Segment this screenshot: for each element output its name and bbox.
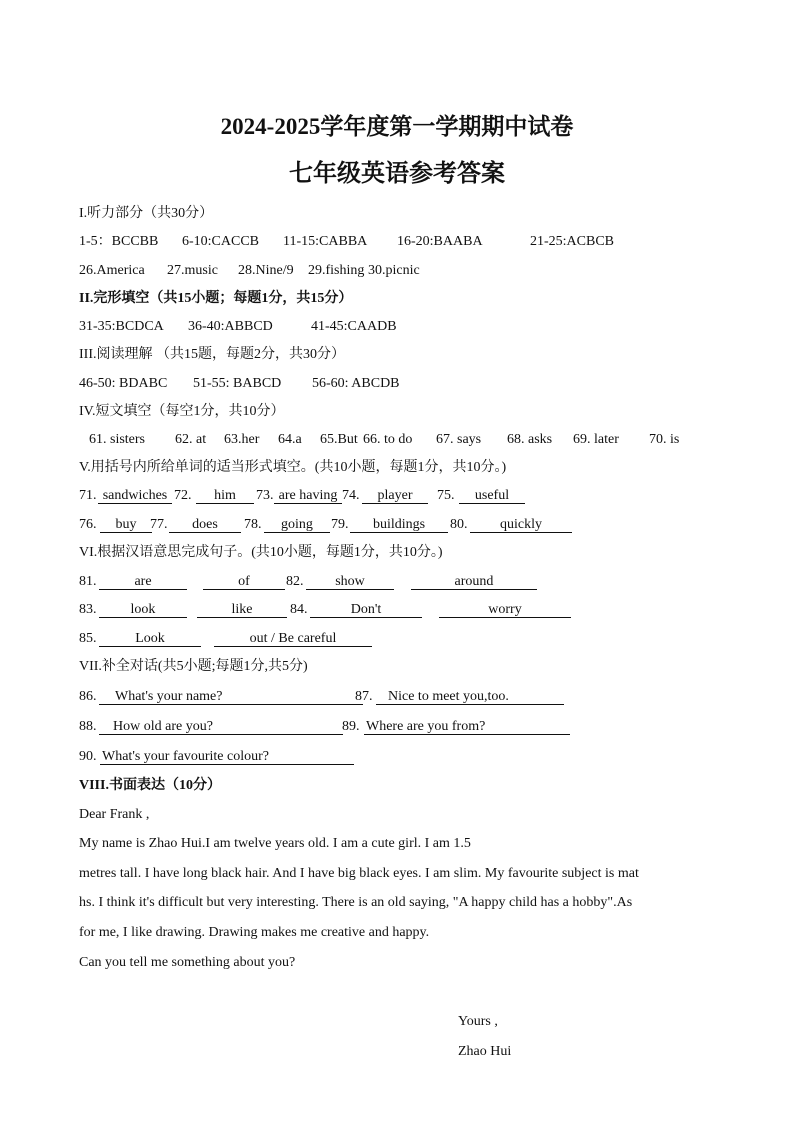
answer-item: 66. to do xyxy=(363,432,413,447)
page-title: 2024-2025学年度第一学期期中试卷 xyxy=(220,114,574,139)
answer-group: 36-40:ABBCD xyxy=(188,319,273,334)
answer-item: 29.fishing xyxy=(308,263,365,278)
answer-blank: useful xyxy=(459,488,525,504)
answer-group: 46-50: BDABC xyxy=(79,376,168,391)
answer-group: 6-10:CACCB xyxy=(182,234,260,249)
answer-number: 84. xyxy=(290,602,308,617)
letter-greeting: Dear Frank , xyxy=(79,807,150,822)
answer-item: 67. says xyxy=(436,432,482,447)
answer-group: 21-25:ACBCB xyxy=(530,234,615,249)
letter-signature: Zhao Hui xyxy=(458,1044,512,1059)
answer-number: 85. xyxy=(79,631,97,646)
answer-blank: look xyxy=(99,602,187,618)
answer-number: 90. xyxy=(79,749,97,764)
answer-blank: sandwiches xyxy=(98,488,172,504)
answer-blank: quickly xyxy=(470,517,572,533)
answer-number: 86. xyxy=(79,689,97,704)
answer-blank: worry xyxy=(439,602,571,618)
answer-blank: of xyxy=(203,574,285,590)
answer-item: 62. at xyxy=(175,432,207,447)
answer-group: 51-55: BABCD xyxy=(193,376,282,391)
answer-number: 71. xyxy=(79,488,97,503)
answer-number: 76. xyxy=(79,517,97,532)
section-5-heading: V.用括号内所给单词的适当形式填空。(共10小题，每题1分，共10分。) xyxy=(79,460,507,475)
answer-number: 77. xyxy=(150,517,168,532)
answer-number: 78. xyxy=(244,517,262,532)
section-8-heading: VIII.书面表达（10分） xyxy=(79,778,221,793)
section-2-heading: II.完形填空（共15小题；每题1分，共15分） xyxy=(79,291,353,306)
answer-blank: show xyxy=(306,574,394,590)
answer-number: 75. xyxy=(437,488,455,503)
answer-blank: are having xyxy=(274,488,342,504)
answer-blank: him xyxy=(196,488,254,504)
answer-item: 27.music xyxy=(167,263,218,278)
answer-blank: like xyxy=(197,602,287,618)
section-3-heading: III.阅读理解 （共15题，每题2分，共30分） xyxy=(79,347,345,362)
answer-blank: player xyxy=(362,488,428,504)
answer-number: 89. xyxy=(342,719,360,734)
answer-item: 28.Nine/9 xyxy=(238,263,294,278)
answer-number: 80. xyxy=(450,517,468,532)
answer-blank: does xyxy=(169,517,241,533)
answer-item: 64.a xyxy=(278,432,302,447)
answer-blank: buy xyxy=(100,517,152,533)
answer-blank: are xyxy=(99,574,187,590)
answer-group: 11-15:CABBA xyxy=(283,234,368,249)
answer-number: 74. xyxy=(342,488,360,503)
answer-number: 82. xyxy=(286,574,304,589)
letter-line: hs. I think it's difficult but very interesting. There is an old saying, "A happy child has a hobby".As xyxy=(79,895,633,910)
answer-blank: How old are you? xyxy=(99,719,343,735)
answer-item: 70. is xyxy=(649,432,680,447)
answer-blank: buildings xyxy=(350,517,448,533)
section-1-heading: I.听力部分（共30分） xyxy=(79,206,214,221)
answer-group: 16-20:BAABA xyxy=(397,234,483,249)
letter-line: Can you tell me something about you? xyxy=(79,955,296,970)
answer-blank: Nice to meet you,too. xyxy=(376,689,564,705)
answer-number: 73. xyxy=(256,488,274,503)
answer-group: 41-45:CAADB xyxy=(311,319,397,334)
answer-number: 79. xyxy=(331,517,349,532)
answer-blank: What's your name? xyxy=(99,689,363,705)
answer-blank: Look xyxy=(99,631,201,647)
answer-item: 65.But xyxy=(320,432,358,447)
answer-number: 83. xyxy=(79,602,97,617)
letter-line: metres tall. I have long black hair. And I have big black eyes. I am slim. My favourite subject is mat xyxy=(79,866,639,881)
answer-number: 81. xyxy=(79,574,97,589)
section-7-heading: VII.补全对话(共5小题;每题1分,共5分) xyxy=(79,659,308,674)
answer-number: 88. xyxy=(79,719,97,734)
answer-blank: out / Be careful xyxy=(214,631,372,647)
answer-group: 1-5：BCCBB xyxy=(79,234,159,249)
answer-number: 87. xyxy=(355,689,373,704)
answer-blank: What's your favourite colour? xyxy=(100,749,354,765)
answer-item: 69. later xyxy=(573,432,619,447)
section-6-heading: VI.根据汉语意思完成句子。(共10小题，每题1分，共10分。) xyxy=(79,545,443,560)
answer-item: 30.picnic xyxy=(368,263,420,278)
answer-item: 68. asks xyxy=(507,432,553,447)
section-4-heading: IV.短文填空（每空1分，共10分） xyxy=(79,404,285,419)
answer-group: 31-35:BCDCA xyxy=(79,319,164,334)
answer-blank: Where are you from? xyxy=(364,719,570,735)
answer-item: 26.America xyxy=(79,263,145,278)
answer-blank: around xyxy=(411,574,537,590)
letter-line: My name is Zhao Hui.I am twelve years old. I am a cute girl. I am 1.5 xyxy=(79,836,471,851)
answer-number: 72. xyxy=(174,488,192,503)
page-subtitle: 七年级英语参考答案 xyxy=(289,161,505,187)
answer-blank: going xyxy=(264,517,330,533)
answer-item: 63.her xyxy=(224,432,260,447)
answer-blank: Don't xyxy=(310,602,422,618)
answer-group: 56-60: ABCDB xyxy=(312,376,400,391)
answer-item: 61. sisters xyxy=(89,432,145,447)
letter-line: for me, I like drawing. Drawing makes me creative and happy. xyxy=(79,925,430,940)
letter-closing: Yours , xyxy=(458,1014,498,1029)
